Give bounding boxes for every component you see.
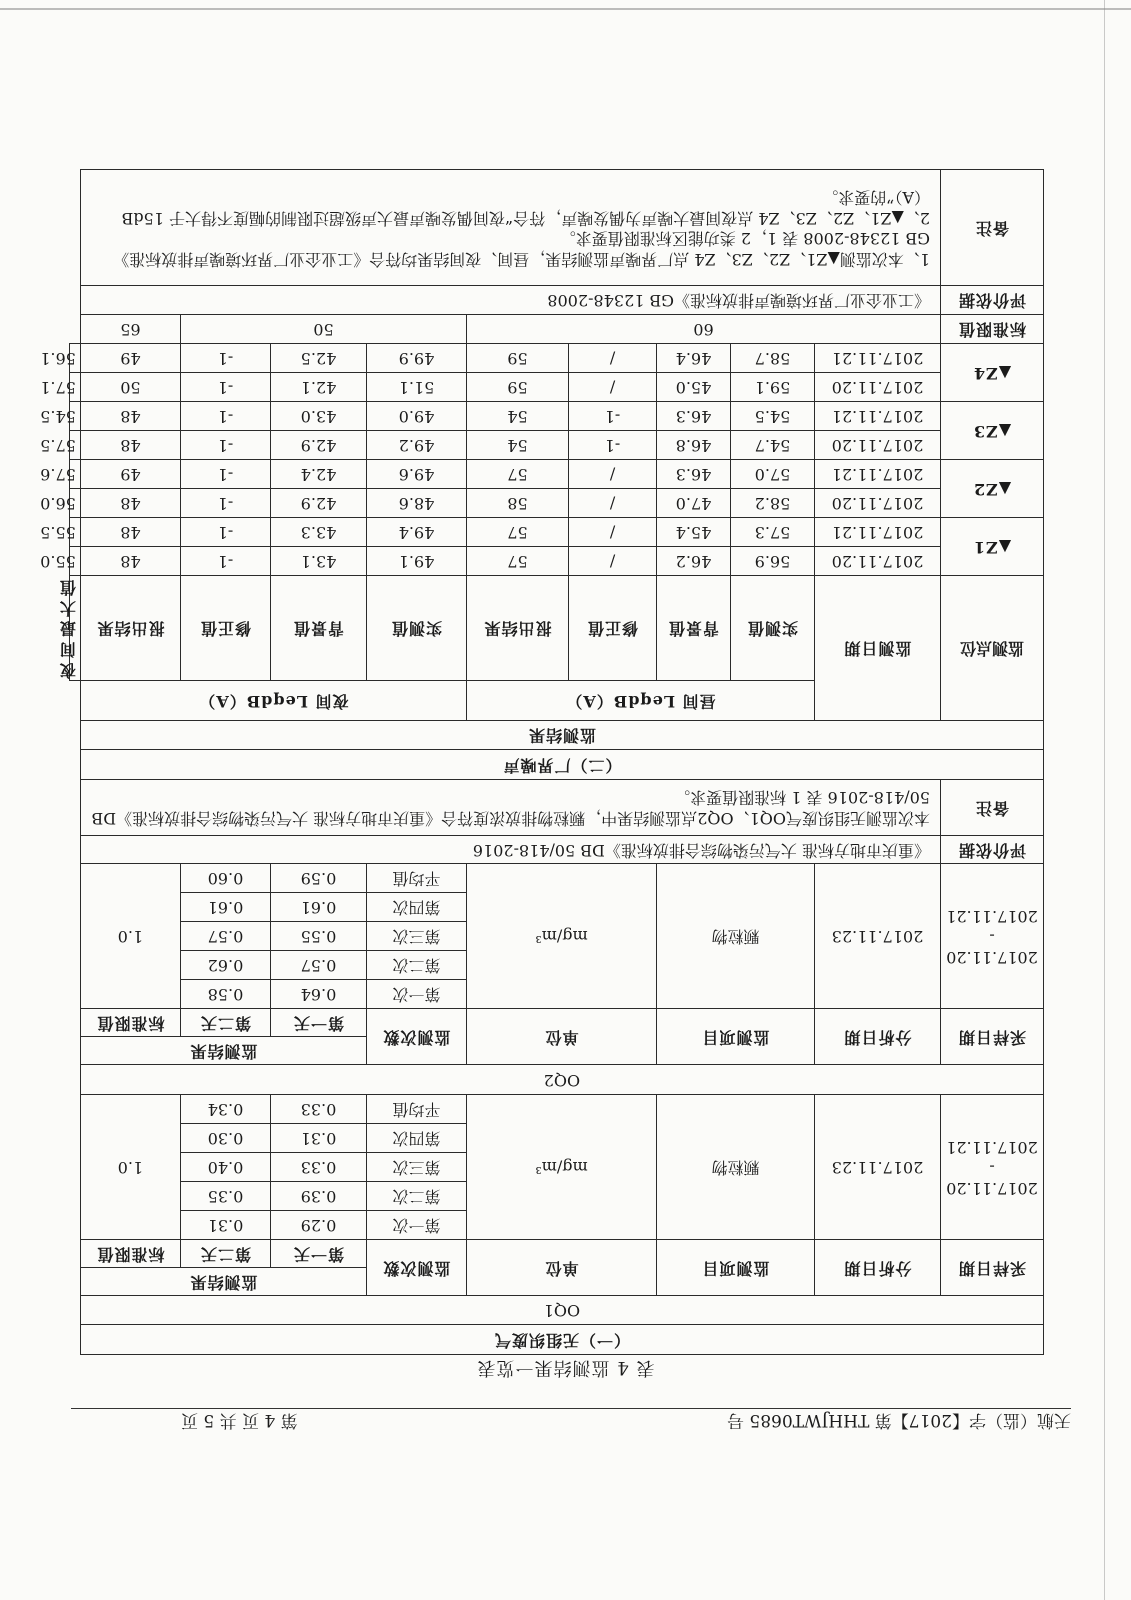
col-item: 监测项目 xyxy=(657,1009,815,1065)
col-analysis-date: 分析日期 xyxy=(815,1240,941,1296)
noise-day-correction: / xyxy=(569,373,657,402)
col-day2: 第二天 xyxy=(181,1240,271,1268)
col-day2: 第二天 xyxy=(181,1009,271,1037)
noise-day-measured: 58.7 xyxy=(731,344,815,373)
noise-date: 2017.11.21 xyxy=(815,344,941,373)
noise-day-measured: 57.3 xyxy=(731,518,815,547)
noise-remark xyxy=(80,170,940,286)
count-label: 第四次 xyxy=(367,893,467,922)
noise-night-max: 57.1 xyxy=(70,373,81,402)
noise-day-background: 47.0 xyxy=(657,489,731,518)
count-label: 第二次 xyxy=(367,951,467,980)
noise-day-measured: 54.5 xyxy=(731,402,815,431)
col-night-measured: 实测值 xyxy=(367,576,467,681)
day2-value: 0.31 xyxy=(181,1211,271,1240)
noise-day-correction: / xyxy=(569,344,657,373)
noise-date: 2017.11.21 xyxy=(815,402,941,431)
noise-day-measured: 57.0 xyxy=(731,460,815,489)
noise-night-correction: -1 xyxy=(181,344,271,373)
day1-value: 0.61 xyxy=(271,893,367,922)
dust-remark-label: 备注 xyxy=(941,780,1044,836)
dust-remark: 本次监测无组织废气OQ1、OQ2点监测结果中，颗粒物排放浓度符合《重庆市地方标准 大气污染物综合排放标准》DB 50/418-2016 表 1 标准限值要求。 xyxy=(80,780,940,836)
col-night-reported: 报出结果 xyxy=(80,576,180,681)
day1-value: 0.59 xyxy=(271,864,367,893)
noise-night-correction: -1 xyxy=(181,547,271,576)
noise-limit-label: 标准限值 xyxy=(941,315,1044,344)
noise-night-measured: 49.4 xyxy=(367,518,467,547)
noise-day-measured: 59.1 xyxy=(731,373,815,402)
noise-row xyxy=(70,344,1044,373)
day1-value: 0.64 xyxy=(271,980,367,1009)
day1-value: 0.33 xyxy=(271,1095,367,1124)
noise-night-background: 42.4 xyxy=(271,460,367,489)
noise-date: 2017.11.20 xyxy=(815,489,941,518)
noise-day-correction: -1 xyxy=(569,431,657,460)
page-header xyxy=(71,1409,1071,1435)
noise-night-background: 43.0 xyxy=(271,402,367,431)
day1-value: 0.33 xyxy=(271,1153,367,1182)
noise-results-title: 监测结果 xyxy=(80,721,1043,750)
results-table xyxy=(40,169,1044,1355)
col-day1: 第一天 xyxy=(271,1240,367,1268)
noise-data-rows xyxy=(40,344,1044,576)
noise-night-measured: 49.2 xyxy=(367,431,467,460)
noise-night-max: 55.0 xyxy=(70,547,81,576)
col-day-correction: 修正值 xyxy=(569,576,657,681)
col-analysis-date: 分析日期 xyxy=(815,1009,941,1065)
count-label: 第一次 xyxy=(367,1211,467,1240)
col-results: 监测结果 xyxy=(80,1268,366,1296)
day2-value: 0.60 xyxy=(181,864,271,893)
col-limit: 标准限值 xyxy=(80,1009,180,1037)
noise-day-reported: 59 xyxy=(467,344,569,373)
col-count: 监测次数 xyxy=(367,1009,467,1065)
count-label: 第四次 xyxy=(367,1124,467,1153)
noise-point-name: ▲Z4 xyxy=(941,344,1044,402)
noise-row xyxy=(70,402,1044,431)
noise-point-name: ▲Z2 xyxy=(941,460,1044,518)
noise-day-reported: 57 xyxy=(467,460,569,489)
noise-day-background: 46.3 xyxy=(657,402,731,431)
point-name-oq2: OQ2 xyxy=(80,1065,1043,1095)
col-day-background: 背景值 xyxy=(657,576,731,681)
col-night-background: 背景值 xyxy=(271,576,367,681)
day2-value: 0.35 xyxy=(181,1182,271,1211)
noise-night-correction: -1 xyxy=(181,489,271,518)
col-count: 监测次数 xyxy=(367,1240,467,1296)
noise-night-reported: 48 xyxy=(80,431,180,460)
analysis-date: 2017.11.23 xyxy=(815,1095,941,1240)
col-item: 监测项目 xyxy=(657,1240,815,1296)
day1-value: 0.55 xyxy=(271,922,367,951)
noise-night-background: 42.9 xyxy=(271,489,367,518)
unit: mg/m³ xyxy=(467,864,657,1009)
col-point: 监测点位 xyxy=(941,576,1044,721)
noise-day-correction: -1 xyxy=(569,402,657,431)
limit-night-max: 65 xyxy=(80,315,180,344)
col-unit: 单位 xyxy=(467,1009,657,1065)
page-number: 第 4 页 共 5 页 xyxy=(181,1410,298,1430)
col-results: 监测结果 xyxy=(80,1037,366,1065)
day2-value: 0.62 xyxy=(181,951,271,980)
noise-night-background: 42.5 xyxy=(271,344,367,373)
noise-night-correction: -1 xyxy=(181,460,271,489)
noise-night-reported: 48 xyxy=(80,402,180,431)
noise-night-max: 54.5 xyxy=(70,402,81,431)
noise-date: 2017.11.20 xyxy=(815,547,941,576)
noise-night-correction: -1 xyxy=(181,518,271,547)
noise-row xyxy=(70,489,1044,518)
noise-row xyxy=(70,547,1044,576)
noise-day-measured: 56.9 xyxy=(731,547,815,576)
section-title-noise: （二）厂界噪声 xyxy=(80,750,1043,780)
col-unit: 单位 xyxy=(467,1240,657,1296)
sample-date: 2017.11.20 - 2017.11.21 xyxy=(941,864,1044,1009)
noise-night-measured: 48.6 xyxy=(367,489,467,518)
noise-day-correction: / xyxy=(569,460,657,489)
noise-night-max: 56.0 xyxy=(70,489,81,518)
noise-night-max: 57.6 xyxy=(70,460,81,489)
analysis-date: 2017.11.23 xyxy=(815,864,941,1009)
monitoring-item: 颗粒物 xyxy=(657,864,815,1009)
noise-day-reported: 57 xyxy=(467,518,569,547)
noise-night-reported: 48 xyxy=(80,518,180,547)
noise-row xyxy=(70,460,1044,489)
noise-day-background: 45.0 xyxy=(657,373,731,402)
noise-day-background: 46.4 xyxy=(657,344,731,373)
dust-basis-label: 评价依据 xyxy=(941,836,1044,864)
noise-night-reported: 48 xyxy=(80,489,180,518)
noise-day-background: 45.4 xyxy=(657,518,731,547)
col-sample-date: 采样日期 xyxy=(941,1240,1044,1296)
col-date: 监测日期 xyxy=(815,576,941,721)
noise-point-name: ▲Z3 xyxy=(941,402,1044,460)
noise-basis-label: 评价依据 xyxy=(941,286,1044,315)
noise-row xyxy=(70,518,1044,547)
report-number: 天航（监）字【2017】第 THHJWT0685 号 xyxy=(727,1410,1071,1430)
noise-date: 2017.11.20 xyxy=(815,373,941,402)
noise-night-max: 57.5 xyxy=(70,431,81,460)
noise-night-background: 42.1 xyxy=(271,373,367,402)
limit-night: 50 xyxy=(181,315,467,344)
col-day1: 第一天 xyxy=(271,1009,367,1037)
noise-night-reported: 50 xyxy=(80,373,180,402)
noise-day-correction: / xyxy=(569,518,657,547)
col-day-group: 昼间 LeqdB（A） xyxy=(467,681,815,721)
noise-night-reported: 49 xyxy=(80,460,180,489)
day2-value: 0.57 xyxy=(181,922,271,951)
day2-value: 0.40 xyxy=(181,1153,271,1182)
noise-night-reported: 49 xyxy=(80,344,180,373)
col-limit: 标准限值 xyxy=(80,1240,180,1268)
count-label: 第二次 xyxy=(367,1182,467,1211)
noise-day-background: 46.3 xyxy=(657,460,731,489)
noise-day-reported: 57 xyxy=(467,547,569,576)
noise-night-correction: -1 xyxy=(181,431,271,460)
section-title-dust: （一）无组织废气 xyxy=(80,1325,1043,1355)
count-label: 平均值 xyxy=(367,1095,467,1124)
noise-remark-2: 2、▲Z1、Z2、Z3、Z4 点夜间最大噪声为偶发噪声，符合“夜间偶发噪声最大声级超过限制的幅度不得大于 15dB（A）”的要求。 xyxy=(121,187,930,228)
day2-value: 0.30 xyxy=(181,1124,271,1153)
noise-night-measured: 49.0 xyxy=(367,402,467,431)
col-night-group: 夜间 LeqdB（A） xyxy=(80,681,466,721)
dust-basis: 《重庆市地方标准 大气污染物综合排放标准》DB 50/418-2016 xyxy=(80,836,940,864)
noise-row xyxy=(70,373,1044,402)
noise-day-correction: / xyxy=(569,547,657,576)
noise-night-measured: 51.1 xyxy=(367,373,467,402)
noise-night-background: 43.3 xyxy=(271,518,367,547)
noise-remark-label: 备注 xyxy=(941,170,1044,286)
unit: mg/m³ xyxy=(467,1095,657,1240)
noise-day-reported: 54 xyxy=(467,402,569,431)
noise-night-background: 42.9 xyxy=(271,431,367,460)
count-label: 第一次 xyxy=(367,980,467,1009)
noise-night-measured: 49.1 xyxy=(367,547,467,576)
noise-night-correction: -1 xyxy=(181,373,271,402)
noise-night-measured: 49.9 xyxy=(367,344,467,373)
table-caption: 表 4 监测结果一览表 xyxy=(476,1357,655,1378)
noise-row xyxy=(70,431,1044,460)
noise-day-measured: 58.2 xyxy=(731,489,815,518)
count-label: 第三次 xyxy=(367,1153,467,1182)
day2-value: 0.61 xyxy=(181,893,271,922)
point-name-oq1: OQ1 xyxy=(80,1296,1043,1325)
noise-point-name: ▲Z1 xyxy=(941,518,1044,576)
day1-value: 0.31 xyxy=(271,1124,367,1153)
noise-night-background: 43.1 xyxy=(271,547,367,576)
noise-day-reported: 54 xyxy=(467,431,569,460)
noise-basis: 《工业企业厂界环境噪声排放标准》GB 12348-2008 xyxy=(80,286,940,315)
noise-day-reported: 58 xyxy=(467,489,569,518)
limit-day: 60 xyxy=(467,315,941,344)
col-sample-date: 采样日期 xyxy=(941,1009,1044,1065)
count-label: 平均值 xyxy=(367,864,467,893)
col-day-measured: 实测值 xyxy=(731,576,815,681)
noise-day-measured: 54.7 xyxy=(731,431,815,460)
noise-night-max: 55.5 xyxy=(70,518,81,547)
noise-night-reported: 48 xyxy=(80,547,180,576)
noise-date: 2017.11.20 xyxy=(815,431,941,460)
col-day-reported: 报出结果 xyxy=(467,576,569,681)
limit-value: 1.0 xyxy=(80,864,180,1009)
limit-value: 1.0 xyxy=(80,1095,180,1240)
monitoring-item: 颗粒物 xyxy=(657,1095,815,1240)
day1-value: 0.29 xyxy=(271,1211,367,1240)
day1-value: 0.39 xyxy=(271,1182,367,1211)
noise-day-correction: / xyxy=(569,489,657,518)
sample-date: 2017.11.20 - 2017.11.21 xyxy=(941,1095,1044,1240)
day2-value: 0.34 xyxy=(181,1095,271,1124)
day1-value: 0.57 xyxy=(271,951,367,980)
noise-night-correction: -1 xyxy=(181,402,271,431)
noise-day-background: 46.8 xyxy=(657,431,731,460)
count-label: 第三次 xyxy=(367,922,467,951)
noise-night-max: 56.1 xyxy=(70,344,81,373)
noise-date: 2017.11.21 xyxy=(815,518,941,547)
noise-remark-1: 1、本次监测▲Z1、Z2、Z3、Z4 点厂界噪声监测结果，昼间、夜间结果均符合《工业企业厂界环境噪声排放标准》 GB 12348-2008 表 1，2 类功能区标准限值要求。 xyxy=(113,229,930,270)
noise-day-reported: 59 xyxy=(467,373,569,402)
noise-day-background: 46.2 xyxy=(657,547,731,576)
noise-night-measured: 49.6 xyxy=(367,460,467,489)
day2-value: 0.58 xyxy=(181,980,271,1009)
col-night-correction: 修正值 xyxy=(181,576,271,681)
noise-date: 2017.11.21 xyxy=(815,460,941,489)
col-night-max: 夜间最大值 xyxy=(70,576,81,681)
